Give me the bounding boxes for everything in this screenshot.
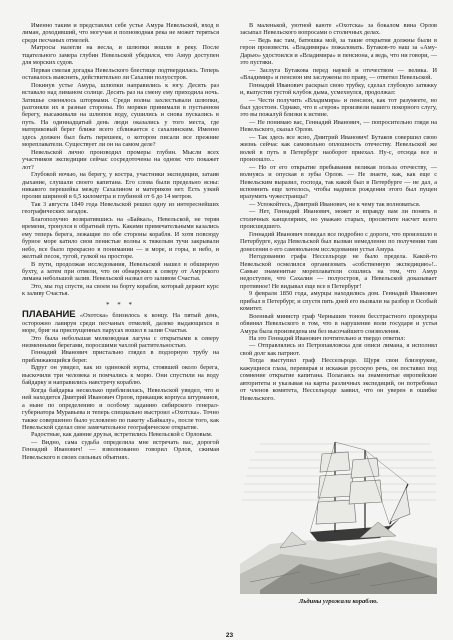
paragraph: — Чести получить «Владимира» и пенсион, как тот разумеете, но был удостоен. Однако, что в «героя» произвели вашего покорного слугу, это вы пожалуй близки к истине. [240,96,437,119]
paragraph: Геннадий Иванович поведал все подробно с дороги, что произошло в Петербурге, куда Невельской был вызван немедленно по получении там донесения о его самовольном исследовании устья Амура. [240,230,437,253]
ship-among-ice-illustration [240,414,437,594]
paragraph: Когда байдарка несколько приблизилась, Невельской увидел, что в ней находится Дмитрий Иванович Орлов, прикащик корпуса штурманов, а ныне по определению и особому заданию сибирского генерал-губернатора Муравьева и теперь специально выстроил «Охотска». Точно также совершенно было условлено по пакету «Байкалу», после того, как Невельской сделал свое замечательное географическое открытие. [22,386,219,432]
paragraph: — Нет, Геннадий Иванович, может и вправду вам ли понять в столичных канцеляриях, но уважаю старых, просветите насчет всего происшедшего. [240,208,437,231]
section-divider: * * * [106,300,135,309]
paragraph: Первая смелая догадка Невельского блестяще подтвердилась. Теперь оставалось выяснить, действительно ли Сахалин полуостров. [22,66,219,82]
paragraph: В пути, продолжая исследования, Невельской нашел в обширную бухту, а затем при отмели, что он обнаружил к северу от Амурского лимана небольшой залив. Невельской назвал его заливом Счастья. [22,260,219,283]
paragraph: Тогда выступил граф Нессельроде. Щуря свои близорукие, кажущиеся глаза, перевирая и искажая русскую речь, он поставил под сомнение открытие капитана. Полагаясь на знаменитые европейские авторитеты и указывая на карты различных экспедиций, он потребовал от членов комитета, Нессельроде заявил, что он уверен в ошибке Невельского. [240,357,437,402]
paragraph: Глубокой ночью, на берегу, у костра, участники экспедиции, затаив дыхание, слушали своего капитана. Его слова были предельно ясны: никакого перешейка между Сахалином и материком нет. Есть узкий пролив шириной в 6,5 километра и глубиной от 6 до 14 метров. [22,171,219,201]
left-column [22,22,219,461]
paragraph: — Видно, сама судьба определила мне встречать вас, дорогой Геннадий Иванович! — взволнованно говорил Орлов, сжимая Невельского в своих сильных объятиях. [22,438,219,461]
paragraph-text: «Охотска» близилось к концу. На пятый день, осторожно лавируя среди песчаных отмелей, далеко выдающихся в море, бриг на приспущенных парусах вошел в залив Счастья. [22,312,219,335]
paragraph: — Заслуга Бутакова перед наукой и отечеством — велика. И «Владимир» и пенсион им заслужены по праву, — ответил Невельской. [240,66,437,82]
paragraph: Именно таким и представлял себе устье Амура Невельской, вход в лиман, доходивший, что могучая и полноводная река не может теряться среди песчаных отмелей. [22,22,219,44]
paragraph: — Ведь вас там, батюшка мой, за такие открытия должны были в герои произвести. «Владимира» пожаловать. Бутаков-то наш за «Аму-Дарью» удостоился и «Владимира» и пенсиона, а ведь, что ни говори, — это пустяки. [240,36,437,67]
paragraph: Это, мы год спустя, на своем на борту корабля, который держит курс к заливу Счастья. [22,282,219,298]
section-opening-paragraph [22,311,219,334]
paragraph: Невельской лично производил промеры глубин. Мысли всех участников экспедиции сейчас сосредоточены на одном: что покажет лот? [22,148,219,171]
paragraph: Геннадий Иванович пристально глядел в подзорную трубу на приближающийся берег. [22,349,219,364]
paragraph: Негодованию графа Нессельроде не было предела. Какой-то Невельской осмелился организовать «собственную экспедицию»!.. Самые знаменитые мореплаватели сошлись на том, что Амур недоступен, что Сахалин — полуостров, а Невельской доказывает противное! Не видывал еще все в Петербург! [240,253,437,290]
paragraph: Вдруг он увидел, как из одинокой юрты, стоявшей около берега, выскочили три человека и помчались к морю. Они спустили на воду байдарку и направились навстречу кораблю. [22,364,219,387]
paragraph: Это была небольшая мелководная лагуна с открытыми к северу низменными берегами, поросшими чахлой растительностью. [22,334,219,350]
page [22,22,437,639]
paragraph: Военный министр граф Чернышев тоном бесстрастного прокурора обвинял Невельского в том, что в нарушение воли государя и устья Амура была произведена им без высочайшего соизволения. [240,312,437,335]
paragraph: На это Геннадий Иванович почтительно и твердо ответил: [249,335,406,343]
paragraph: Благополучно возвратившись на «Байкал», Невельской, не теряя времени, тронулся в обратный путь. Какими примечательными казались ему теперь берега, лежащие по обе стороны корабля. И хотя повсюду бурное море катило свои пенистые волны к тяжелым тучи закрывали небо, все было прекрасно в понимании — и море, и горы, и небо, и желтый песок, тугой, гулкой на просторе. [22,215,219,261]
paragraph: Матросы налегли на весла, и шлюпки вошли в реку. После тщательного замера глубин Невельской убедился, что Амур доступен для морских судов. [22,44,219,67]
paragraph: Геннадий Иванович раскрыл свою трубку, сделал глубокую затяжку и, выпустив густой клубок дыма, усмехнулся, продолжал: [240,81,437,97]
paragraph: — Не понимаю вас, Геннадий Иванович, — попросительно глядя на Невельского, сказал Орлов. [240,118,437,134]
paragraph: Радостные, как давние друзья, встретились Невельской с Орловым. [31,431,213,439]
illustration-caption: Льдины угрожали кораблю. [298,598,379,605]
paragraph: Так 3 августа 1849 года Невельской решил одну из интереснейших географических загадок. [22,200,219,216]
paragraph: — Но от его открытие пребывания великая польза отечеству, — волнуясь и опуская в зубы Орлов. — Не знаете, как, как еще с Невельским выразил, господа, так какой был в Петербурге — не дал, а вспомнить еще хотелось, чтобы надписи рождения этого был пущен вразумить чужестранцы? [240,163,437,201]
dropcap-word: ПЛАВАНИЕ [22,309,76,321]
paragraph: 9 февраля 1850 года, амурцы находились дом. Геннадий Иванович прибыл в Петербург, и спустя пять дней его вызвали на разбор в Особый комитет. [240,290,437,313]
paragraph: — Так здесь все ясно, Дмитрий Иванович! Бутаков совершил свою жизнь сейчас как самовольно оплошность отечеству. Невельской же волей в путь в Петербург наоборот приехал. Ну-с, отсюда все и произошло... [240,133,437,164]
paragraph: — Отправлялись из Петропавловска для описи лимана, я исполнял свой долг как патриот. [240,342,437,357]
right-column [240,22,437,402]
page-number: 23 [225,632,234,639]
paragraph: Покинув устье Амура, шлюпки направились к югу. Десять раз вставало над лиманом солнце. Десять раз на смену ему приходила ночь. Затишье сменялось штормами. Среди волны захлестывали шлюпки, разгоняли их в разные стороны. Но моряки принимали в пустынном берегу, высаживали на шлюпок воду, сушились и снова пускались в путь. На одиннадцатый день люди оказались у того места, где материковый берег ближе всего сближается с сахалинским. Именно здесь должен был быть перешеек, о котором писали все прежние мореплаватели. Существует ли он на самом деле? [22,81,219,149]
paragraph: — Успокойтесь, Дмитрий Иванович, не к чему так волноваться. [249,200,421,208]
paragraph: В маленькой, уютной каюте «Охотска» за бокалом вина Орлов засыпал Невельского вопросами о столичных делах. [240,22,437,37]
